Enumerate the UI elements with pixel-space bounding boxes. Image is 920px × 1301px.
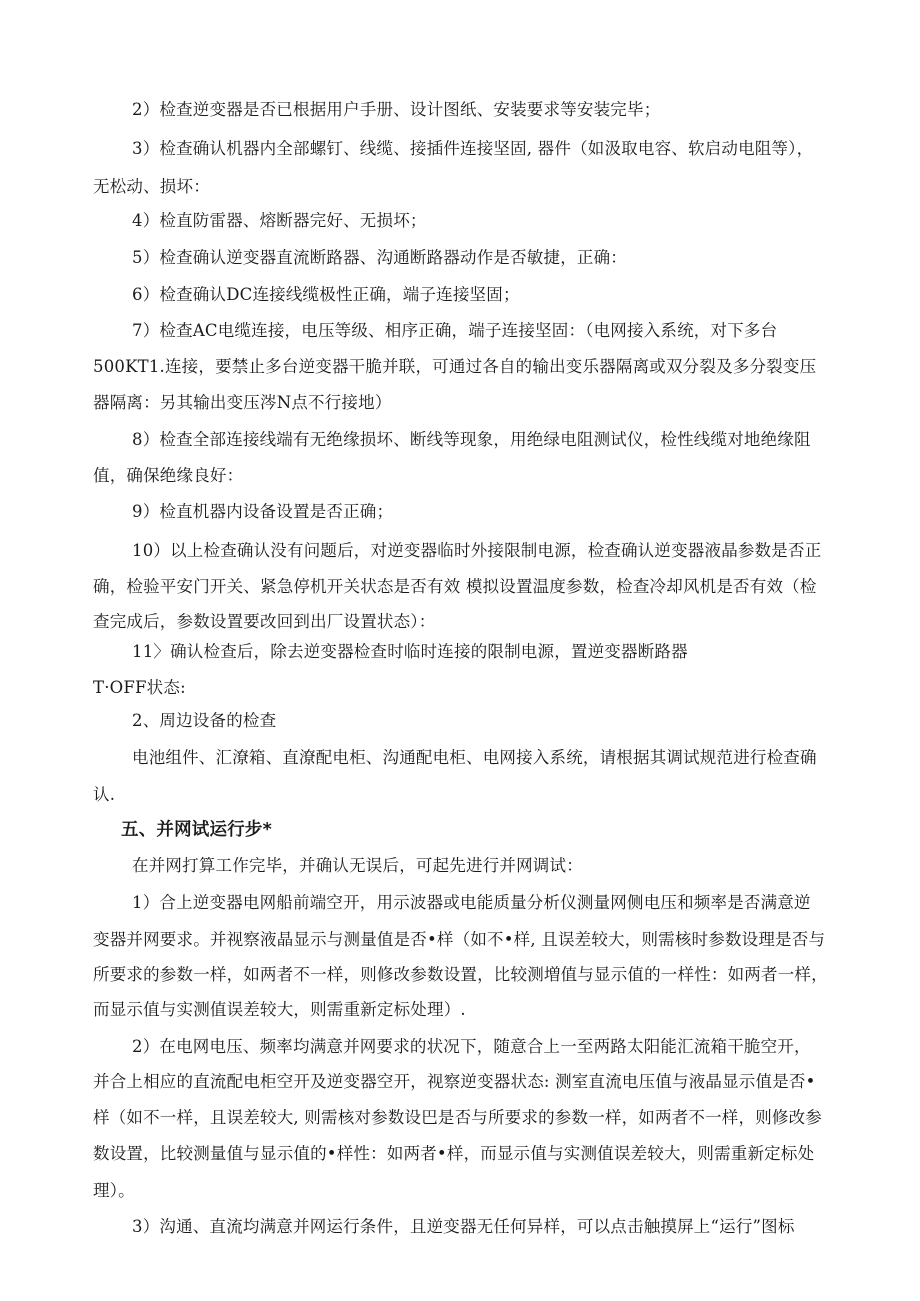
peripheral-paragraph: 电池组件、汇潦箱、直潦配电柜、沟通配电柜、电网接入系统，请根据其调试规范进行检查确: [132, 748, 817, 767]
item-10-continuation-2: 查完成后，参数设置要改回到出厂设置状态）：: [93, 612, 436, 631]
item-7-continuation-2: 器隔离：另其输出变压涔N点不行接地）: [93, 393, 392, 412]
step-2-continuation-3: 数设置，比较测量值与显示值的•样性：如两者•样，而显示值与实测值误差较大，则需重新定标处: [93, 1144, 815, 1163]
subheading-peripheral-check: 2、周边设备的检查: [132, 711, 277, 730]
item-10-continuation-1: 确，检验平安门开关、紧急停机开关状态是否有效 模拟设置温度参数，检查冷却风机是否有效（检: [93, 577, 817, 596]
item-10-lcd-parameter-check: 10）以上检查确认没有问题后，对逆变器临时外接限制电源，检查确认逆变器液晶参数是否正: [132, 541, 822, 560]
item-7-ac-cable-check: 7）检查AC电缆连接，电压等级、相序正确，端子连接坚固：（电网接入系统，对下多台: [132, 321, 778, 340]
grid-intro-paragraph: 在并网打算工作完毕，并确认无误后，可起先进行并网调试：: [132, 856, 583, 875]
step-1-grid-measure: 1）合上逆变器电网船前端空开，用示波器或电能质量分析仪测量网侧电压和频率是否满意逆: [132, 893, 811, 912]
step-3-start-run: 3）沟通、直流均满意并网运行条件，且逆变器无任何异样，可以点击触摸屏上“运行”图标: [132, 1217, 795, 1236]
item-9-settings-check: 9）检直机器内设备设置是否正确；: [132, 502, 394, 521]
section-heading-grid-trial: 五、并网试运行步*: [121, 820, 272, 840]
item-11-remove-power: 11〉确认检查后，除去逆变器检查时临时连接的限制电源，置逆变器断路器: [132, 642, 688, 661]
step-2-continuation-1: 并合上相应的直流配电柜空开及逆变器空开，视察逆变器状态: 测室直流电压值与液晶显示值是否•: [93, 1072, 816, 1091]
step-2-continuation-2: 样（如不一样，且误差较大, 则需核对参数设巴是否与所要求的参数一样，如两者不一样，则修改参: [93, 1108, 822, 1127]
item-3-screws-cables-check: 3）检查确认机器内全部螺钉、线缆、接插件连接坚固, 器件（如汲取电容、软启动电阻等），: [132, 139, 814, 158]
item-2-inverter-install-check: 2）检查逆变器是否已根据用户手册、设计图纸、安装要求等安装完毕；: [132, 100, 661, 119]
item-8-insulation-check: 8）检查全部连接线端有无绝缘损坏、断线等现象，用绝绿电阻测试仪，检性线缆对地绝缘阻: [132, 430, 811, 449]
step-1-continuation-2: 所要求的参数一样，如两者不一样，则修改参数设置，比较测増值与显示值的一样性：如两者一样，: [93, 965, 828, 984]
peripheral-continuation: 认.: [93, 785, 116, 804]
step-1-continuation-1: 变器并网要求。并视察液晶显示与测量值是否•样（如不•样, 且误差较大，则需核时参数设理是否与: [93, 930, 826, 949]
item-3-continuation: 无松动、损坏：: [93, 177, 210, 196]
item-7-continuation-1: 500KT1.连接，要禁止多台逆变器干脆并联，可通过各自的输出变乐器隔离或双分裂及多分裂变压: [93, 357, 817, 376]
step-1-continuation-3: 而显示值与实测值误差较大，则需重新定标处理）.: [93, 1000, 466, 1019]
item-6-dc-polarity-check: 6）检查确认DC连接线缆极性正确，端子连接坚固；: [132, 285, 520, 304]
item-5-breaker-check: 5）检查确认逆变器直流断路器、沟通断路器动作是否敏捷，正确：: [132, 248, 627, 267]
item-4-surge-fuse-check: 4）检直防雷器、熔断器完好、无损坏；: [132, 211, 427, 230]
step-2-continuation-4: 理）。: [93, 1181, 135, 1200]
item-8-continuation: 值，确保绝缘良好：: [93, 466, 244, 485]
item-11-continuation: T·OFF状态:: [93, 678, 186, 697]
step-2-close-switches: 2）在电网电压、频率均满意并网要求的状况下，随意合上一至两路太阳能汇流箱干脆空开，: [132, 1037, 811, 1056]
